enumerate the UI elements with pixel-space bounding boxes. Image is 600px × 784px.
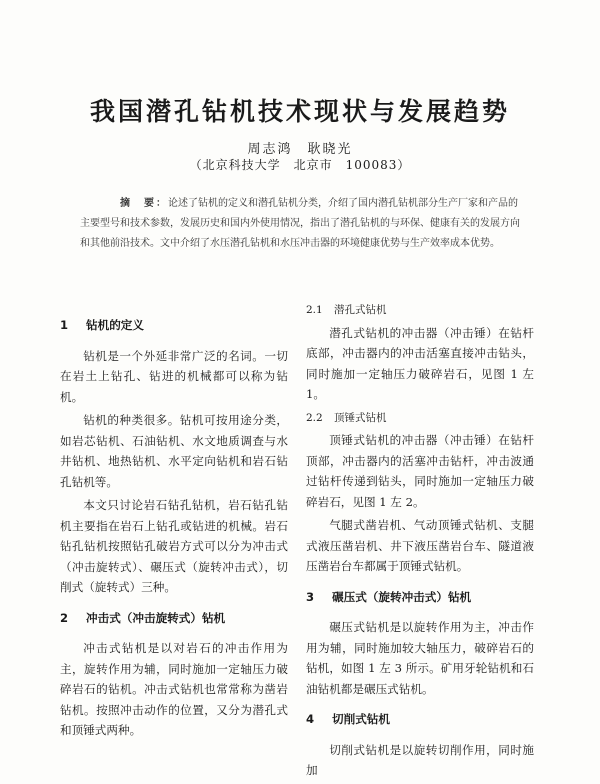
section-number: 4 (306, 712, 315, 726)
subsection-number: 2.1 (306, 304, 323, 316)
paragraph: 气腿式凿岩机、气动顶锤式钻机、支腿式液压凿岩机、井下液压凿岩台车、隧道液压凿岩台车都属于顶锤式钻机。 (306, 518, 534, 573)
section-number: 1 (60, 318, 69, 332)
section-heading-1 (60, 315, 288, 336)
section-heading-4 (306, 709, 534, 730)
subsection-title: 潜孔式钻机 (334, 304, 387, 316)
paper-authors: 周志鸿 耿晓光 (247, 142, 353, 157)
subsection-number: 2.2 (306, 411, 323, 424)
left-column (60, 305, 288, 744)
abstract-label: 摘 要： (120, 198, 168, 209)
paragraph: 本文只讨论岩石钻孔钻机，岩石钻孔钻机主要指在岩石上钻孔或钻进的机械。岩石钻孔钻机按照钻孔破岩方式可以分为冲击式（冲击旋转式）、碾压式（旋转冲击式），切削式（旋转式）三种。 (60, 498, 288, 594)
paragraph: 碾压式钻机是以旋转作用为主，冲击作用为辅，同时施加较大轴压力，破碎岩石的钻机，如图 1 左 3 所示。矿用牙轮钻机和石油钻机都是碾压式钻机。 (306, 620, 534, 696)
abstract (80, 194, 520, 254)
paragraph: 钻机的种类很多。钻机可按用途分类，如岩芯钻机、石油钻机、水文地质调查与水井钻机、地热钻机、水平定向钻机和岩石钻孔钻机等。 (60, 413, 288, 489)
paragraph: 切削式钻机是以旋转切削作用，同时施加 (306, 742, 534, 777)
section-heading-2 (60, 608, 288, 629)
paragraph: 钻机是一个外延非常广泛的名词。一切在岩土上钻孔、钻进的机械都可以称为钻机。 (60, 348, 288, 404)
subsection-heading-2-1 (306, 300, 534, 321)
section-number: 2 (60, 610, 69, 625)
subsection-title: 顶锤式钻机 (334, 411, 387, 424)
paragraph: 冲击式钻机是以对岩石的冲击作用为主，旋转作用为辅，同时施加一定轴压力破碎岩石的钻机。冲击式钻机也常常称为凿岩钻机。按照冲击动作的位置，又分为潜孔式和顶锤式两种。 (60, 641, 288, 737)
section-heading-3 (306, 587, 534, 608)
section-title: 冲击式（冲击旋转式）钻机 (86, 610, 226, 625)
paragraph: 潜孔式钻机的冲击器（冲击锤）在钻杆底部，冲击器内的冲击活塞直接冲击钻头，同时施加一定轴压力破碎岩石，见图 1 左 1。 (306, 325, 534, 401)
paragraph: 顶锤式钻机的冲击器（冲击锤）在钻杆顶部，冲击器内的活塞冲击钻杆，冲击波通过钻杆传递到钻头，同时施加一定轴压力破碎岩石，见图 1 左 2。 (306, 433, 534, 509)
section-number: 3 (306, 589, 315, 604)
right-column (306, 300, 534, 784)
paper-title: 我国潜孔钻机技术现状与发展趋势 (89, 97, 510, 126)
section-title: 切削式钻机 (332, 712, 390, 726)
section-title: 钻机的定义 (86, 318, 144, 332)
subsection-heading-2-2 (306, 408, 534, 429)
paper-affiliation: （北京科技大学 北京市 100083） (189, 158, 411, 172)
section-title: 碾压式（旋转冲击式）钻机 (332, 589, 472, 604)
abstract-text: 论述了钻机的定义和潜孔钻机分类，介绍了国内潜孔钻机部分生产厂家和产品的主要型号和技术参数，发展历史和国内外使用情况，指出了潜孔钻机的与环保、健康有关的发展方向和其他前沿技术。文中介绍了水压潜孔钻机和水压冲击器的环境健康优势与生产效率成本优势。 (80, 198, 520, 249)
